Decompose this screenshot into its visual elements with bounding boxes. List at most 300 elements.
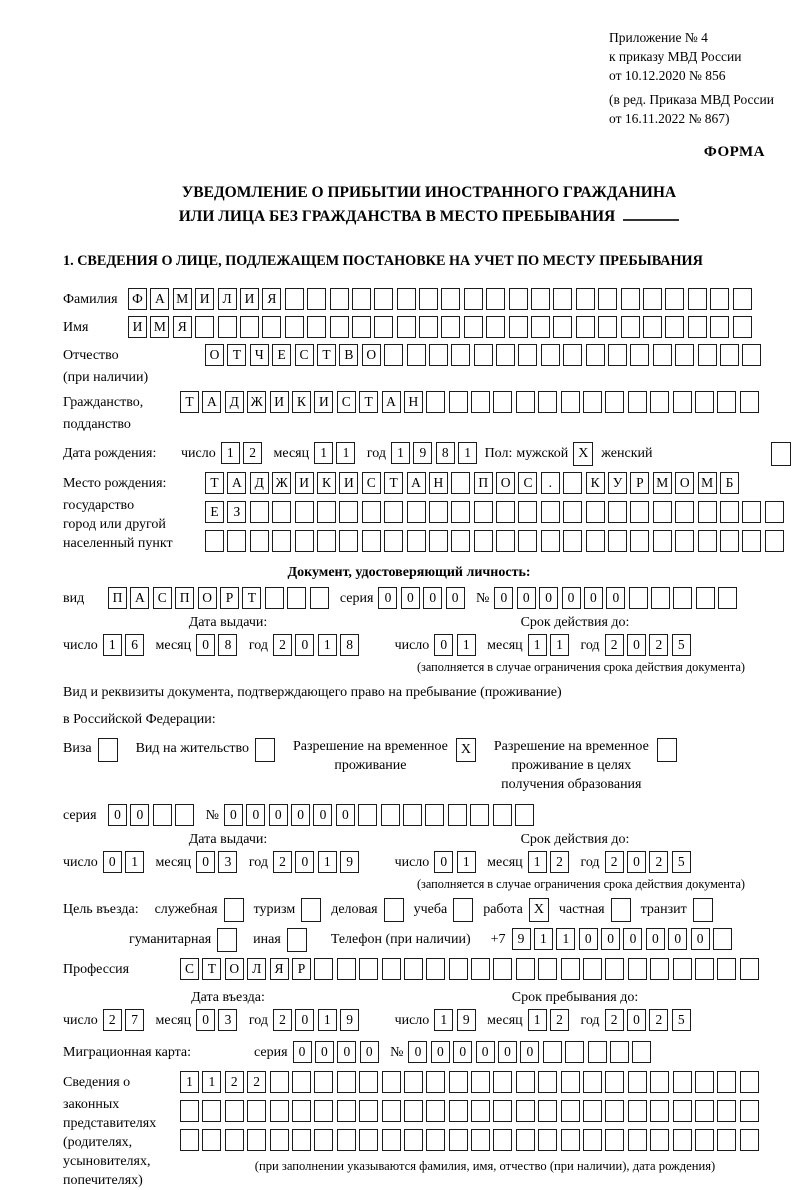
char-cell[interactable] xyxy=(337,1129,356,1151)
char-cell[interactable] xyxy=(608,530,627,552)
char-cell[interactable] xyxy=(337,1071,356,1093)
char-cell[interactable] xyxy=(621,316,640,338)
char-cell[interactable]: 2 xyxy=(605,634,624,656)
char-cell[interactable] xyxy=(565,1041,584,1063)
char-cell[interactable] xyxy=(359,1071,378,1093)
char-cell[interactable] xyxy=(605,1129,624,1151)
vnzh-checkbox[interactable] xyxy=(255,738,275,762)
char-cell[interactable] xyxy=(698,530,717,552)
char-cell[interactable]: 9 xyxy=(512,928,531,950)
char-cell[interactable]: 0 xyxy=(103,851,122,873)
char-cell[interactable] xyxy=(541,530,560,552)
char-cell[interactable] xyxy=(561,1100,580,1122)
char-cell[interactable]: Я xyxy=(270,958,289,980)
char-cell[interactable] xyxy=(358,804,377,826)
char-cell[interactable]: 1 xyxy=(103,634,122,656)
char-cell[interactable] xyxy=(493,1071,512,1093)
char-cell[interactable]: 0 xyxy=(520,1041,539,1063)
char-cell[interactable] xyxy=(673,587,692,609)
char-cell[interactable]: 2 xyxy=(605,1009,624,1031)
char-cell[interactable]: 0 xyxy=(313,804,332,826)
char-cell[interactable]: 3 xyxy=(218,1009,237,1031)
char-cell[interactable]: 9 xyxy=(340,851,359,873)
char-cell[interactable]: Я xyxy=(173,316,192,338)
char-cell[interactable] xyxy=(698,501,717,523)
char-cell[interactable] xyxy=(202,1129,221,1151)
char-cell[interactable] xyxy=(317,530,336,552)
char-cell[interactable] xyxy=(384,501,403,523)
char-cell[interactable] xyxy=(740,958,759,980)
char-cell[interactable]: О xyxy=(675,472,694,494)
char-cell[interactable] xyxy=(675,501,694,523)
char-cell[interactable]: 1 xyxy=(221,442,240,464)
char-cell[interactable]: С xyxy=(362,472,381,494)
char-cell[interactable]: Т xyxy=(359,391,378,413)
char-cell[interactable] xyxy=(653,501,672,523)
char-cell[interactable] xyxy=(195,316,214,338)
char-cell[interactable] xyxy=(486,316,505,338)
char-cell[interactable] xyxy=(407,530,426,552)
char-cell[interactable] xyxy=(576,288,595,310)
char-cell[interactable] xyxy=(227,530,246,552)
char-cell[interactable] xyxy=(407,501,426,523)
char-cell[interactable] xyxy=(240,316,259,338)
char-cell[interactable] xyxy=(516,1100,535,1122)
char-cell[interactable]: А xyxy=(202,391,221,413)
char-cell[interactable]: И xyxy=(195,288,214,310)
char-cell[interactable]: 0 xyxy=(494,587,513,609)
char-cell[interactable]: О xyxy=(496,472,515,494)
char-cell[interactable] xyxy=(742,530,761,552)
char-cell[interactable] xyxy=(628,958,647,980)
char-cell[interactable] xyxy=(583,1071,602,1093)
char-cell[interactable] xyxy=(515,804,534,826)
purpose-business-checkbox[interactable] xyxy=(384,898,404,922)
char-cell[interactable] xyxy=(285,288,304,310)
char-cell[interactable] xyxy=(250,530,269,552)
char-cell[interactable] xyxy=(441,316,460,338)
char-cell[interactable]: 0 xyxy=(431,1041,450,1063)
char-cell[interactable] xyxy=(471,958,490,980)
char-cell[interactable]: 9 xyxy=(340,1009,359,1031)
char-cell[interactable]: 0 xyxy=(293,1041,312,1063)
char-cell[interactable] xyxy=(265,587,284,609)
char-cell[interactable] xyxy=(292,1071,311,1093)
char-cell[interactable] xyxy=(464,316,483,338)
char-cell[interactable] xyxy=(359,1129,378,1151)
char-cell[interactable] xyxy=(632,1041,651,1063)
char-cell[interactable] xyxy=(250,501,269,523)
char-cell[interactable] xyxy=(352,316,371,338)
char-cell[interactable]: Т xyxy=(202,958,221,980)
char-cell[interactable] xyxy=(314,1129,333,1151)
char-cell[interactable]: 0 xyxy=(446,587,465,609)
char-cell[interactable]: 2 xyxy=(649,634,668,656)
char-cell[interactable] xyxy=(449,1100,468,1122)
char-cell[interactable]: 7 xyxy=(125,1009,144,1031)
char-cell[interactable] xyxy=(272,501,291,523)
char-cell[interactable] xyxy=(516,958,535,980)
char-cell[interactable] xyxy=(563,344,582,366)
char-cell[interactable] xyxy=(710,288,729,310)
char-cell[interactable]: 0 xyxy=(196,851,215,873)
char-cell[interactable] xyxy=(643,316,662,338)
char-cell[interactable] xyxy=(397,316,416,338)
char-cell[interactable] xyxy=(628,1071,647,1093)
char-cell[interactable] xyxy=(651,587,670,609)
char-cell[interactable] xyxy=(710,316,729,338)
char-cell[interactable]: 1 xyxy=(434,1009,453,1031)
char-cell[interactable] xyxy=(496,530,515,552)
purpose-transit-checkbox[interactable] xyxy=(693,898,713,922)
char-cell[interactable]: 3 xyxy=(218,851,237,873)
char-cell[interactable] xyxy=(717,1071,736,1093)
char-cell[interactable] xyxy=(225,1129,244,1151)
char-cell[interactable] xyxy=(598,316,617,338)
char-cell[interactable] xyxy=(426,391,445,413)
char-cell[interactable] xyxy=(359,1100,378,1122)
char-cell[interactable]: В xyxy=(339,344,358,366)
char-cell[interactable] xyxy=(608,501,627,523)
char-cell[interactable] xyxy=(742,501,761,523)
char-cell[interactable] xyxy=(384,530,403,552)
char-cell[interactable] xyxy=(474,501,493,523)
char-cell[interactable] xyxy=(541,344,560,366)
char-cell[interactable]: Н xyxy=(404,391,423,413)
char-cell[interactable] xyxy=(538,1100,557,1122)
char-cell[interactable] xyxy=(496,344,515,366)
char-cell[interactable]: И xyxy=(295,472,314,494)
char-cell[interactable]: 2 xyxy=(225,1071,244,1093)
char-cell[interactable] xyxy=(404,1071,423,1093)
char-cell[interactable]: 2 xyxy=(273,1009,292,1031)
char-cell[interactable]: 0 xyxy=(584,587,603,609)
char-cell[interactable]: И xyxy=(314,391,333,413)
char-cell[interactable] xyxy=(516,1071,535,1093)
char-cell[interactable]: 0 xyxy=(498,1041,517,1063)
char-cell[interactable]: Т xyxy=(227,344,246,366)
char-cell[interactable] xyxy=(310,587,329,609)
char-cell[interactable] xyxy=(665,316,684,338)
char-cell[interactable]: 0 xyxy=(224,804,243,826)
char-cell[interactable]: 1 xyxy=(457,634,476,656)
char-cell[interactable] xyxy=(695,1129,714,1151)
gender-male-checkbox[interactable]: X xyxy=(573,442,593,466)
char-cell[interactable] xyxy=(688,316,707,338)
char-cell[interactable] xyxy=(449,1129,468,1151)
char-cell[interactable]: С xyxy=(180,958,199,980)
char-cell[interactable]: 2 xyxy=(243,442,262,464)
char-cell[interactable]: 1 xyxy=(528,634,547,656)
char-cell[interactable] xyxy=(673,1129,692,1151)
char-cell[interactable]: С xyxy=(337,391,356,413)
char-cell[interactable] xyxy=(583,958,602,980)
char-cell[interactable]: . xyxy=(541,472,560,494)
char-cell[interactable] xyxy=(374,316,393,338)
char-cell[interactable]: А xyxy=(382,391,401,413)
char-cell[interactable]: Е xyxy=(205,501,224,523)
char-cell[interactable]: 0 xyxy=(108,804,127,826)
char-cell[interactable]: 0 xyxy=(691,928,710,950)
char-cell[interactable]: 0 xyxy=(601,928,620,950)
char-cell[interactable]: 1 xyxy=(314,442,333,464)
char-cell[interactable] xyxy=(740,1071,759,1093)
char-cell[interactable] xyxy=(397,288,416,310)
char-cell[interactable] xyxy=(531,288,550,310)
char-cell[interactable] xyxy=(270,1071,289,1093)
char-cell[interactable] xyxy=(419,288,438,310)
char-cell[interactable]: Ч xyxy=(250,344,269,366)
char-cell[interactable] xyxy=(448,804,467,826)
char-cell[interactable] xyxy=(630,501,649,523)
char-cell[interactable] xyxy=(629,587,648,609)
char-cell[interactable] xyxy=(403,804,422,826)
char-cell[interactable] xyxy=(650,958,669,980)
char-cell[interactable]: 0 xyxy=(246,804,265,826)
char-cell[interactable] xyxy=(673,391,692,413)
char-cell[interactable]: И xyxy=(240,288,259,310)
char-cell[interactable] xyxy=(553,316,572,338)
char-cell[interactable]: 1 xyxy=(556,928,575,950)
char-cell[interactable] xyxy=(382,1100,401,1122)
char-cell[interactable] xyxy=(695,958,714,980)
char-cell[interactable] xyxy=(698,344,717,366)
char-cell[interactable] xyxy=(451,501,470,523)
char-cell[interactable]: Р xyxy=(292,958,311,980)
char-cell[interactable]: М xyxy=(698,472,717,494)
char-cell[interactable] xyxy=(650,1100,669,1122)
char-cell[interactable]: 1 xyxy=(528,851,547,873)
char-cell[interactable] xyxy=(583,1100,602,1122)
char-cell[interactable] xyxy=(471,1129,490,1151)
char-cell[interactable] xyxy=(272,530,291,552)
char-cell[interactable] xyxy=(518,530,537,552)
char-cell[interactable] xyxy=(330,288,349,310)
char-cell[interactable]: 0 xyxy=(336,804,355,826)
char-cell[interactable]: 0 xyxy=(360,1041,379,1063)
char-cell[interactable] xyxy=(362,501,381,523)
char-cell[interactable] xyxy=(720,530,739,552)
char-cell[interactable] xyxy=(471,391,490,413)
char-cell[interactable] xyxy=(720,344,739,366)
char-cell[interactable] xyxy=(317,501,336,523)
char-cell[interactable]: Т xyxy=(205,472,224,494)
char-cell[interactable]: 0 xyxy=(130,804,149,826)
char-cell[interactable] xyxy=(464,288,483,310)
char-cell[interactable]: 0 xyxy=(401,587,420,609)
char-cell[interactable] xyxy=(180,1129,199,1151)
char-cell[interactable]: М xyxy=(173,288,192,310)
char-cell[interactable] xyxy=(583,1129,602,1151)
char-cell[interactable]: З xyxy=(227,501,246,523)
char-cell[interactable] xyxy=(314,1100,333,1122)
char-cell[interactable]: 1 xyxy=(457,851,476,873)
char-cell[interactable]: 9 xyxy=(457,1009,476,1031)
char-cell[interactable] xyxy=(287,587,306,609)
gender-female-checkbox[interactable] xyxy=(771,442,791,466)
char-cell[interactable] xyxy=(314,1071,333,1093)
rvp-edu-checkbox[interactable] xyxy=(657,738,677,762)
char-cell[interactable] xyxy=(419,316,438,338)
char-cell[interactable] xyxy=(407,344,426,366)
char-cell[interactable] xyxy=(352,288,371,310)
char-cell[interactable]: У xyxy=(608,472,627,494)
char-cell[interactable] xyxy=(538,958,557,980)
char-cell[interactable] xyxy=(339,501,358,523)
purpose-private-checkbox[interactable] xyxy=(611,898,631,922)
char-cell[interactable]: Л xyxy=(218,288,237,310)
char-cell[interactable]: Р xyxy=(630,472,649,494)
char-cell[interactable] xyxy=(359,958,378,980)
char-cell[interactable]: Ж xyxy=(272,472,291,494)
char-cell[interactable] xyxy=(449,958,468,980)
char-cell[interactable] xyxy=(586,344,605,366)
char-cell[interactable]: П xyxy=(108,587,127,609)
char-cell[interactable]: 1 xyxy=(336,442,355,464)
char-cell[interactable] xyxy=(381,804,400,826)
char-cell[interactable] xyxy=(374,288,393,310)
char-cell[interactable] xyxy=(531,316,550,338)
char-cell[interactable]: 2 xyxy=(550,851,569,873)
char-cell[interactable]: Я xyxy=(262,288,281,310)
char-cell[interactable] xyxy=(471,1100,490,1122)
char-cell[interactable]: А xyxy=(150,288,169,310)
char-cell[interactable] xyxy=(740,1100,759,1122)
char-cell[interactable] xyxy=(561,1129,580,1151)
char-cell[interactable] xyxy=(493,391,512,413)
char-cell[interactable] xyxy=(621,288,640,310)
char-cell[interactable] xyxy=(295,501,314,523)
char-cell[interactable]: П xyxy=(175,587,194,609)
rvp-checkbox[interactable]: X xyxy=(456,738,476,762)
char-cell[interactable] xyxy=(543,1041,562,1063)
char-cell[interactable] xyxy=(404,1129,423,1151)
char-cell[interactable]: 0 xyxy=(623,928,642,950)
char-cell[interactable] xyxy=(509,316,528,338)
char-cell[interactable] xyxy=(563,530,582,552)
purpose-official-checkbox[interactable] xyxy=(224,898,244,922)
char-cell[interactable]: 5 xyxy=(672,851,691,873)
char-cell[interactable]: 2 xyxy=(103,1009,122,1031)
char-cell[interactable]: 1 xyxy=(318,634,337,656)
char-cell[interactable] xyxy=(382,958,401,980)
char-cell[interactable] xyxy=(175,804,194,826)
char-cell[interactable] xyxy=(451,530,470,552)
char-cell[interactable]: 0 xyxy=(562,587,581,609)
char-cell[interactable] xyxy=(673,958,692,980)
char-cell[interactable] xyxy=(516,1129,535,1151)
char-cell[interactable] xyxy=(608,344,627,366)
char-cell[interactable] xyxy=(583,391,602,413)
char-cell[interactable]: 8 xyxy=(340,634,359,656)
char-cell[interactable] xyxy=(605,391,624,413)
char-cell[interactable] xyxy=(247,1100,266,1122)
char-cell[interactable]: 0 xyxy=(269,804,288,826)
char-cell[interactable] xyxy=(429,501,448,523)
char-cell[interactable]: Ф xyxy=(128,288,147,310)
char-cell[interactable]: 0 xyxy=(295,634,314,656)
char-cell[interactable] xyxy=(673,1100,692,1122)
char-cell[interactable] xyxy=(630,530,649,552)
char-cell[interactable]: 0 xyxy=(196,634,215,656)
char-cell[interactable] xyxy=(218,316,237,338)
char-cell[interactable] xyxy=(382,1071,401,1093)
char-cell[interactable]: 2 xyxy=(273,851,292,873)
char-cell[interactable]: А xyxy=(227,472,246,494)
char-cell[interactable]: Н xyxy=(429,472,448,494)
char-cell[interactable] xyxy=(717,958,736,980)
char-cell[interactable] xyxy=(605,1071,624,1093)
char-cell[interactable] xyxy=(307,288,326,310)
char-cell[interactable] xyxy=(675,530,694,552)
char-cell[interactable] xyxy=(561,391,580,413)
char-cell[interactable] xyxy=(382,1129,401,1151)
char-cell[interactable]: 2 xyxy=(649,1009,668,1031)
char-cell[interactable]: О xyxy=(362,344,381,366)
char-cell[interactable] xyxy=(292,1100,311,1122)
char-cell[interactable] xyxy=(586,530,605,552)
char-cell[interactable]: 1 xyxy=(534,928,553,950)
char-cell[interactable] xyxy=(740,1129,759,1151)
char-cell[interactable] xyxy=(295,530,314,552)
char-cell[interactable]: Е xyxy=(272,344,291,366)
char-cell[interactable] xyxy=(605,1100,624,1122)
char-cell[interactable]: 0 xyxy=(434,851,453,873)
char-cell[interactable]: П xyxy=(474,472,493,494)
char-cell[interactable] xyxy=(441,288,460,310)
char-cell[interactable] xyxy=(688,288,707,310)
char-cell[interactable] xyxy=(516,391,535,413)
char-cell[interactable]: М xyxy=(653,472,672,494)
char-cell[interactable]: 1 xyxy=(528,1009,547,1031)
char-cell[interactable] xyxy=(292,1129,311,1151)
char-cell[interactable] xyxy=(518,344,537,366)
char-cell[interactable]: А xyxy=(407,472,426,494)
char-cell[interactable] xyxy=(493,1100,512,1122)
char-cell[interactable] xyxy=(695,391,714,413)
char-cell[interactable] xyxy=(474,530,493,552)
char-cell[interactable] xyxy=(653,530,672,552)
char-cell[interactable] xyxy=(538,1071,557,1093)
char-cell[interactable]: И xyxy=(339,472,358,494)
char-cell[interactable] xyxy=(307,316,326,338)
char-cell[interactable]: Д xyxy=(225,391,244,413)
char-cell[interactable] xyxy=(337,958,356,980)
char-cell[interactable] xyxy=(563,501,582,523)
char-cell[interactable]: О xyxy=(225,958,244,980)
char-cell[interactable] xyxy=(493,1129,512,1151)
char-cell[interactable] xyxy=(650,1071,669,1093)
char-cell[interactable] xyxy=(665,288,684,310)
char-cell[interactable] xyxy=(486,288,505,310)
char-cell[interactable] xyxy=(330,316,349,338)
char-cell[interactable] xyxy=(586,501,605,523)
char-cell[interactable]: И xyxy=(128,316,147,338)
char-cell[interactable] xyxy=(740,391,759,413)
char-cell[interactable] xyxy=(225,1100,244,1122)
char-cell[interactable] xyxy=(337,1100,356,1122)
char-cell[interactable]: Л xyxy=(247,958,266,980)
char-cell[interactable] xyxy=(628,391,647,413)
char-cell[interactable] xyxy=(561,958,580,980)
char-cell[interactable]: 0 xyxy=(434,634,453,656)
char-cell[interactable] xyxy=(518,501,537,523)
char-cell[interactable]: 2 xyxy=(273,634,292,656)
char-cell[interactable] xyxy=(538,1129,557,1151)
char-cell[interactable]: Д xyxy=(250,472,269,494)
char-cell[interactable] xyxy=(180,1100,199,1122)
char-cell[interactable] xyxy=(493,804,512,826)
